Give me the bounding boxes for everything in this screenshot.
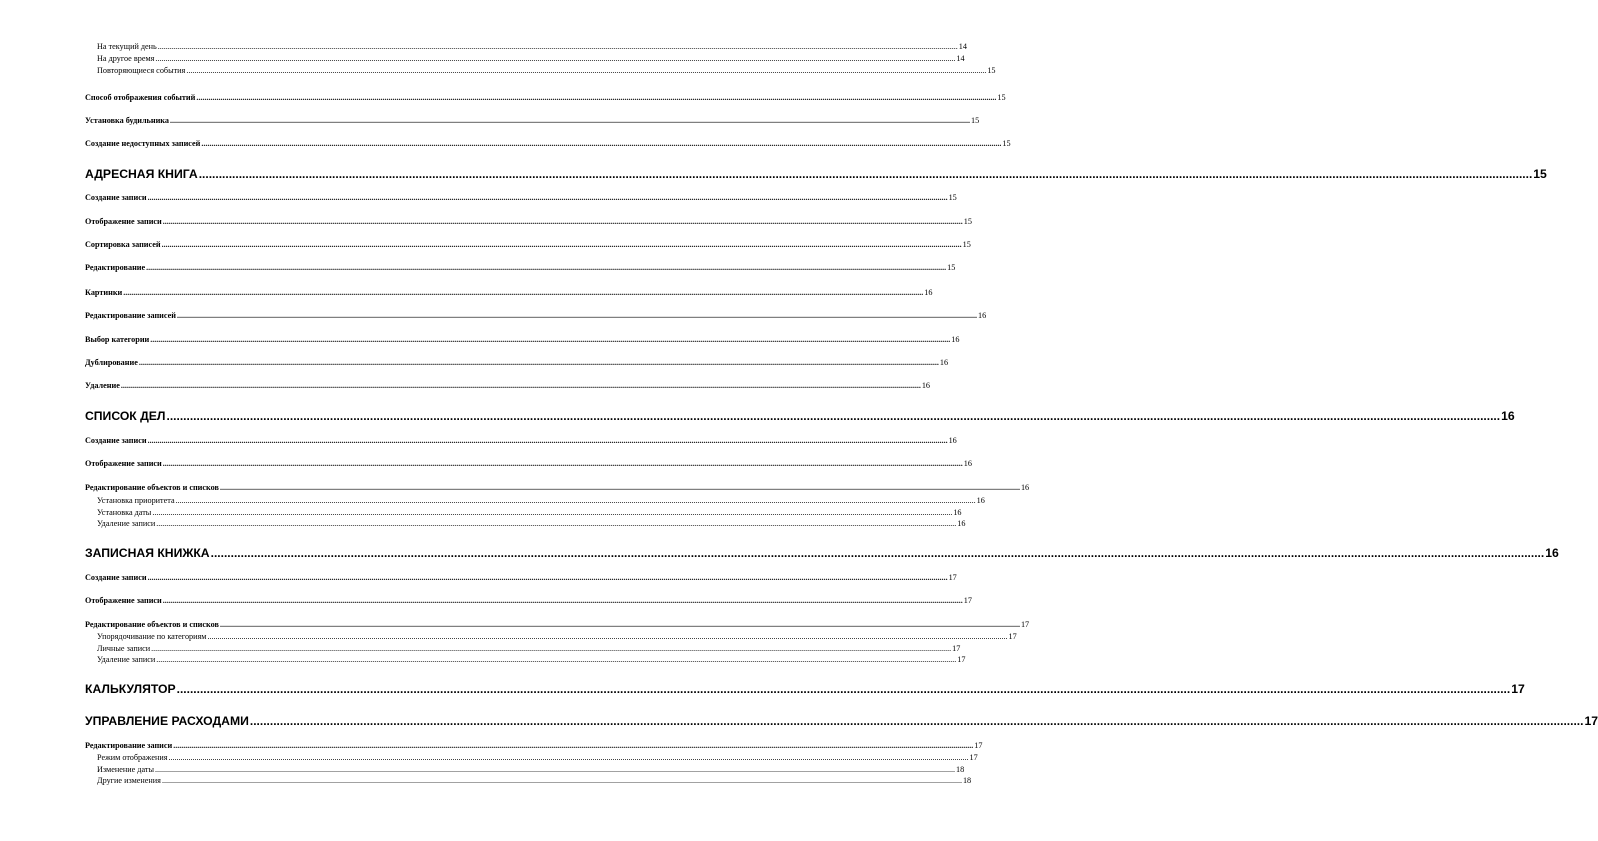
toc-page-number: 17 (1511, 681, 1525, 696)
toc-title: Редактирование объектов и списков (85, 619, 219, 629)
toc-page-number: 16 (948, 435, 957, 445)
toc-page-number: 16 (963, 458, 972, 468)
dot-leader: ................................................................................................................................................................................................................................................................................................................................................................................................................ (120, 380, 921, 390)
toc-section (85, 740, 983, 750)
toc-section (85, 115, 980, 125)
dot-leader: ................................................................................................................................................................................................................................................................................................................................................................................................................ (210, 545, 1545, 560)
toc-title: КАЛЬКУЛЯТОР (85, 681, 176, 696)
dot-leader: ................................................................................................................................................................................................................................................................................................................................................................................................................ (150, 334, 951, 344)
toc-page-number: 14 (956, 53, 965, 63)
toc-subsection (97, 764, 965, 774)
toc-page-number: 16 (976, 495, 985, 505)
toc-page-number: 15 (1002, 138, 1011, 148)
toc-title: АДРЕСНАЯ КНИГА (85, 166, 198, 181)
toc-title: Выбор категории (85, 334, 150, 344)
toc-page-number: 18 (955, 764, 965, 774)
dot-leader: ................................................................................................................................................................................................................................................................................................................................................................................................................ (156, 518, 957, 528)
toc-title: Установка даты (97, 507, 152, 517)
toc-title: СПИСОК ДЕЛ (85, 408, 166, 423)
toc-title: Удаление (85, 380, 120, 390)
toc-section (85, 239, 971, 249)
dot-leader: ................................................................................................................................................................................................................................................................................................................................................................................................................ (154, 764, 955, 774)
dot-leader: ................................................................................................................................................................................................................................................................................................................................................................................................................ (176, 310, 977, 320)
toc-title: Создание записи (85, 572, 147, 582)
toc-subsection (97, 41, 967, 51)
toc-title: Редактирование (85, 262, 146, 272)
toc-title: УПРАВЛЕНИЕ РАСХОДАМИ (85, 713, 249, 728)
dot-leader: ................................................................................................................................................................................................................................................................................................................................................................................................................ (249, 713, 1584, 728)
dot-leader: ................................................................................................................................................................................................................................................................................................................................................................................................................ (147, 435, 948, 445)
dot-leader: ................................................................................................................................................................................................................................................................................................................................................................................................................ (138, 357, 939, 367)
toc-page-number: 15 (947, 262, 956, 272)
toc-section (85, 595, 972, 605)
toc-subsection (97, 654, 966, 664)
toc-subsection (97, 518, 966, 528)
toc-page-number: 15 (963, 216, 972, 226)
dot-leader: ................................................................................................................................................................................................................................................................................................................................................................................................................ (157, 41, 958, 51)
dot-leader: ................................................................................................................................................................................................................................................................................................................................................................................................................ (162, 216, 963, 226)
toc-page-number: 17 (952, 643, 961, 653)
toc-page-number: 16 (921, 380, 931, 390)
toc-section (85, 287, 933, 297)
toc-subsection (97, 775, 972, 785)
toc-page-number: 17 (957, 654, 966, 664)
toc-section (85, 357, 949, 367)
toc-chapter (85, 713, 1598, 728)
toc-title: Другие изменения (97, 775, 161, 785)
toc-title: Создание записи (85, 435, 147, 445)
toc-page-number: 16 (1020, 482, 1030, 492)
toc-subsection (97, 65, 996, 75)
toc-subsection (97, 643, 961, 653)
toc-title: Редактирование объектов и списков (85, 482, 219, 492)
toc-title: Редактирование записи (85, 740, 173, 750)
toc-title: Установка будильника (85, 115, 169, 125)
toc-title: ЗАПИСНАЯ КНИЖКА (85, 545, 210, 560)
toc-subsection (97, 495, 985, 505)
toc-page-number: 17 (1008, 631, 1017, 641)
toc-title: Отображение записи (85, 595, 162, 605)
dot-leader: ................................................................................................................................................................................................................................................................................................................................................................................................................ (161, 775, 962, 785)
toc-page-number: 15 (962, 239, 971, 249)
toc-title: Картинки (85, 287, 123, 297)
toc-title: Личные записи (97, 643, 151, 653)
toc-section (85, 192, 957, 202)
dot-leader: ................................................................................................................................................................................................................................................................................................................................................................................................................ (219, 619, 1020, 629)
toc-page-number: 14 (958, 41, 967, 51)
dot-leader: ................................................................................................................................................................................................................................................................................................................................................................................................................ (176, 681, 1511, 696)
toc-section (85, 572, 957, 582)
toc-page-number: 15 (987, 65, 996, 75)
toc-page-number: 16 (957, 518, 966, 528)
toc-page-number: 15 (948, 192, 957, 202)
dot-leader: ................................................................................................................................................................................................................................................................................................................................................................................................................ (147, 572, 948, 582)
dot-leader: ................................................................................................................................................................................................................................................................................................................................................................................................................ (156, 654, 957, 664)
toc-subsection (97, 752, 978, 762)
toc-title: Режим отображения (97, 752, 168, 762)
toc-page-number: 17 (1584, 713, 1598, 728)
toc-chapter (85, 166, 1547, 181)
toc-title: На текущий день (97, 41, 157, 51)
dot-leader: ................................................................................................................................................................................................................................................................................................................................................................................................................ (152, 507, 953, 517)
toc-section (85, 310, 987, 320)
toc-page-number: 16 (977, 310, 987, 320)
dot-leader: ................................................................................................................................................................................................................................................................................................................................................................................................................ (196, 92, 997, 102)
toc-page-number: 17 (974, 740, 983, 750)
toc-page-number: 15 (1533, 166, 1547, 181)
toc-title: Повторяющиеся события (97, 65, 186, 75)
toc-chapter (85, 408, 1515, 423)
toc-title: Удаление записи (97, 654, 156, 664)
toc-page-number: 16 (1545, 545, 1559, 560)
dot-leader: ................................................................................................................................................................................................................................................................................................................................................................................................................ (166, 408, 1501, 423)
dot-leader: ................................................................................................................................................................................................................................................................................................................................................................................................................ (151, 643, 952, 653)
toc-page-number: 15 (997, 92, 1006, 102)
toc-page-number: 17 (1020, 619, 1030, 629)
toc-section (85, 262, 956, 272)
toc-chapter (85, 545, 1559, 560)
toc-section (85, 380, 931, 390)
toc-title: Отображение записи (85, 458, 162, 468)
dot-leader: ................................................................................................................................................................................................................................................................................................................................................................................................................ (186, 65, 987, 75)
dot-leader: ................................................................................................................................................................................................................................................................................................................................................................................................................ (201, 138, 1002, 148)
dot-leader: ................................................................................................................................................................................................................................................................................................................................................................................................................ (146, 262, 947, 272)
toc-section (85, 482, 1030, 492)
dot-leader: ................................................................................................................................................................................................................................................................................................................................................................................................................ (162, 595, 963, 605)
toc-page-number: 16 (939, 357, 949, 367)
toc-title: На другое время (97, 53, 155, 63)
toc-section (85, 138, 1011, 148)
toc-section (85, 92, 1006, 102)
toc-title: Отображение записи (85, 216, 162, 226)
toc-section (85, 334, 960, 344)
toc-page-number: 18 (962, 775, 972, 785)
dot-leader: ................................................................................................................................................................................................................................................................................................................................................................................................................ (198, 166, 1533, 181)
dot-leader: ................................................................................................................................................................................................................................................................................................................................................................................................................ (147, 192, 948, 202)
toc-subsection (97, 631, 1017, 641)
toc-section (85, 619, 1030, 629)
toc-title: Установка приоритета (97, 495, 175, 505)
toc-page-number: 17 (963, 595, 972, 605)
dot-leader: ................................................................................................................................................................................................................................................................................................................................................................................................................ (207, 631, 1008, 641)
toc-title: Способ отображения событий (85, 92, 196, 102)
dot-leader: ................................................................................................................................................................................................................................................................................................................................................................................................................ (155, 53, 956, 63)
toc-title: Упорядочивание по категориям (97, 631, 207, 641)
toc-title: Сортировка записей (85, 239, 161, 249)
toc-subsection (97, 53, 965, 63)
toc-page-number: 16 (924, 287, 933, 297)
dot-leader: ................................................................................................................................................................................................................................................................................................................................................................................................................ (161, 239, 962, 249)
toc-section (85, 216, 972, 226)
dot-leader: ................................................................................................................................................................................................................................................................................................................................................................................................................ (219, 482, 1020, 492)
toc-title: Создание недоступных записей (85, 138, 201, 148)
toc-page-number: 15 (971, 115, 980, 125)
dot-leader: ................................................................................................................................................................................................................................................................................................................................................................................................................ (173, 740, 974, 750)
toc-page-number: 17 (969, 752, 978, 762)
dot-leader: ................................................................................................................................................................................................................................................................................................................................................................................................................ (123, 287, 924, 297)
dot-leader: ................................................................................................................................................................................................................................................................................................................................................................................................................ (170, 115, 970, 125)
toc-title: Создание записи (85, 192, 147, 202)
dot-leader: ................................................................................................................................................................................................................................................................................................................................................................................................................ (175, 495, 976, 505)
dot-leader: ................................................................................................................................................................................................................................................................................................................................................................................................................ (168, 752, 969, 762)
toc-section (85, 458, 972, 468)
toc-chapter (85, 681, 1525, 696)
toc-subsection (97, 507, 962, 517)
toc-title: Дублирование (85, 357, 138, 367)
toc-page-number: 16 (1501, 408, 1515, 423)
toc-title: Редактирование записей (85, 310, 176, 320)
toc-page-number: 16 (953, 507, 962, 517)
dot-leader: ................................................................................................................................................................................................................................................................................................................................................................................................................ (162, 458, 963, 468)
toc-page-number: 17 (948, 572, 957, 582)
toc-title: Изменение даты (97, 764, 154, 774)
toc-section (85, 435, 957, 445)
toc-page-number: 16 (951, 334, 960, 344)
toc-title: Удаление записи (97, 518, 156, 528)
